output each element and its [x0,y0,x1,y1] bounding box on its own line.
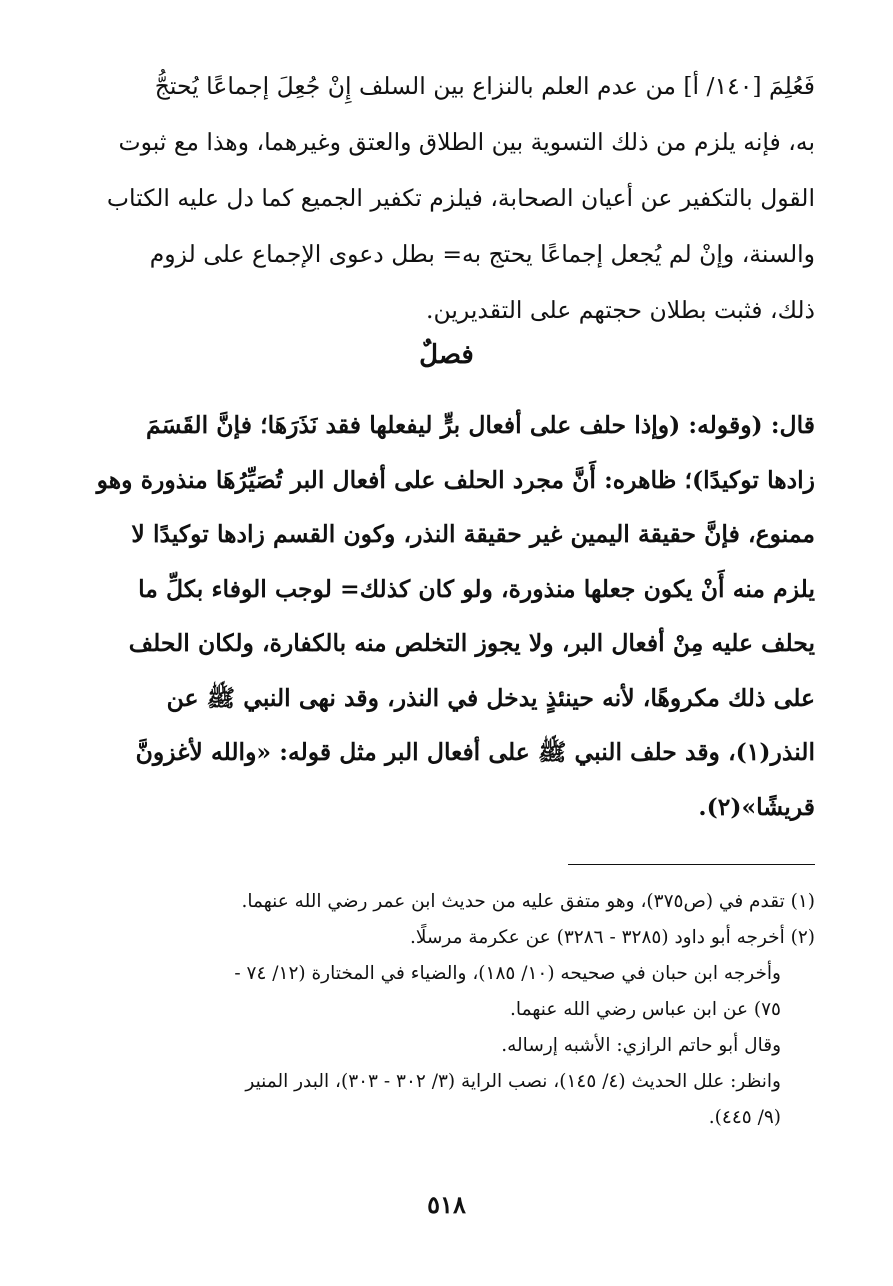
text-line: قريشًا»(٢). [698,792,815,821]
footnote-2: (٢) أخرجه أبو داود (٣٢٨٥ - ٣٢٨٦) عن عكرمة مرسلًا. [410,927,815,948]
footnote-continuation-line: وانظر: علل الحديث (٤/ ١٤٥)، نصب الراية (٣/ ٣٠٢ - ٣٠٣)، البدر المنير [245,1071,781,1092]
text-line: على ذلك مكروهًا، لأنه حينئذٍ يدخل في النذر، وقد نهى النبي ﷺ عن [166,683,815,712]
footnote-continuation-line: (٩/ ٤٤٥). [708,1107,781,1128]
page-number: ٥١٨ [427,1190,466,1219]
text-line: النذر(١)، وقد حلف النبي ﷺ على أفعال البر مثل قوله: «والله لأغزونَّ [135,738,815,766]
footnote-continuation-line: وأخرجه ابن حبان في صحيحه (١٠/ ١٨٥)، والضياء في المختارة (١٢/ ٧٤ - [234,963,781,984]
text-line: ذلك، فثبت بطلان حجتهم على التقديرين. [425,296,815,324]
text-line: القول بالتكفير عن أعيان الصحابة، فيلزم تكفير الجميع كما دل عليه الكتاب [106,184,815,212]
footnote-1: (١) تقدم في (ص٣٧٥)، وهو متفق عليه من حديث ابن عمر رضي الله عنهما. [241,891,815,912]
paragraph-1 [80,58,815,338]
footnote-separator [568,864,815,865]
text-line: يلزم منه أَنْ يكون جعلها منذورة، ولو كان كذلك= لوجب الوفاء بكلِّ ما [138,574,815,603]
section-heading: فصلٌ [419,340,474,370]
text-line: ممنوع، فإنَّ حقيقة اليمين غير حقيقة النذر، وكون القسم زادها توكيدًا لا [131,520,815,548]
text-line: يحلف عليه مِنْ أفعال البر، ولا يجوز التخلص منه بالكفارة، ولكان الحلف [128,629,815,657]
footnote-continuation-line: ٧٥) عن ابن عباس رضي الله عنهما. [510,999,781,1020]
text-line: زادها توكيدًا)؛ ظاهره: أَنَّ مجرد الحلف على أفعال البر تُصَيِّرُهَا منذورة وهو [96,465,815,494]
text-line: فَعُلِمَ [١٤٠/ أ] من عدم العلم بالنزاع بين السلف إِنْ جُعِلَ إجماعًا يُحتجُّ [154,72,815,100]
footnote-continuation-line: وقال أبو حاتم الرازي: الأشبه إرساله. [501,1035,781,1056]
text-line: قال: (وقوله: (وإذا حلف على أفعال برٍّ ليفعلها فقد نَذَرَهَا؛ فإنَّ القَسَمَ [145,411,815,439]
text-line: والسنة، وإنْ لم يُجعل إجماعًا يحتج به= بطل دعوى الإجماع على لزوم [149,240,815,268]
paragraph-2 [80,398,815,834]
footnotes [80,884,815,1136]
text-line: به، فإنه يلزم من ذلك التسوية بين الطلاق والعتق وغيرهما، وهذا مع ثبوت [118,128,815,156]
